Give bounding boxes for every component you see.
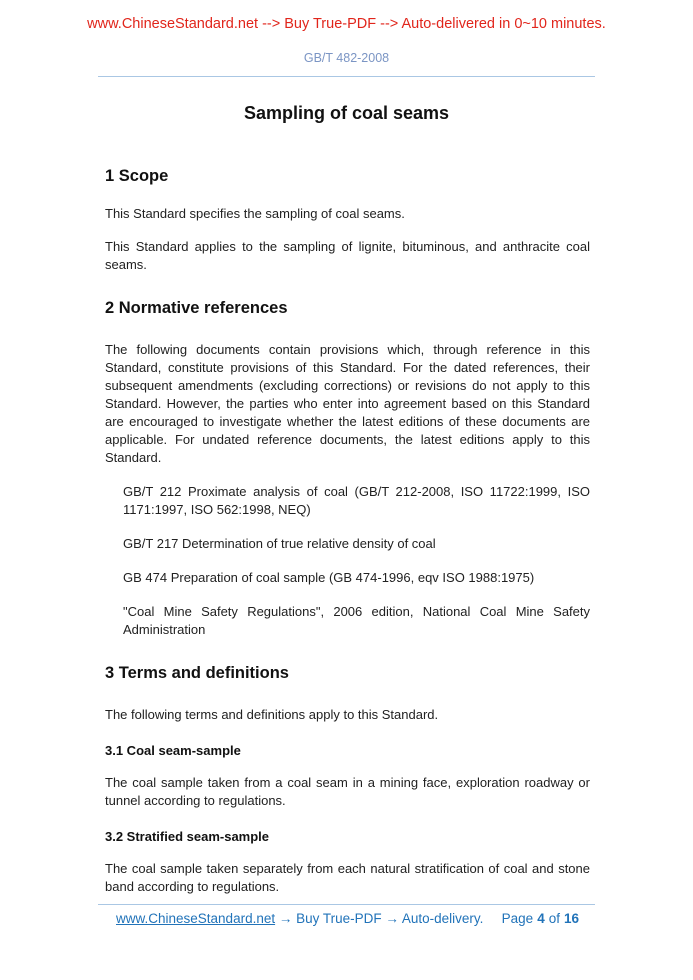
section-heading-scope: 1 Scope	[105, 167, 169, 185]
buy-pdf-banner-link[interactable]: www.ChineseStandard.net --> Buy True-PDF --> Auto-delivered in 0~10 minutes.	[87, 16, 606, 32]
reference-item: "Coal Mine Safety Regulations", 2006 edition, National Coal Mine Safety Administration	[123, 604, 590, 637]
reference-item: GB 474 Preparation of coal sample (GB 474-1996, eqv ISO 1988:1975)	[123, 570, 535, 585]
reference-item: GB/T 212 Proximate analysis of coal (GB/T 212-2008, ISO 11722:1999, ISO 1171:1997, ISO 562:1998, NEQ)	[123, 484, 590, 517]
document-body	[0, 124, 693, 896]
section-heading-terms-definitions: 3 Terms and definitions	[105, 664, 289, 682]
page-current: 4	[537, 911, 545, 926]
term-definition: The coal sample taken separately from each natural stratification of coal and stone band according to regulations.	[105, 861, 590, 894]
paragraph: This Standard applies to the sampling of lignite, bituminous, and anthracite coal seams.	[105, 239, 590, 272]
term-heading-stratified-seam-sample: 3.2 Stratified seam-sample	[105, 829, 270, 844]
section-heading-normative-references: 2 Normative references	[105, 299, 288, 317]
term-heading-coal-seam-sample: 3.1 Coal seam-sample	[105, 743, 241, 758]
footer-promo-text: → Buy True-PDF → Auto-delivery.	[275, 911, 484, 926]
term-definition: The coal sample taken from a coal seam in a mining face, exploration roadway or tunnel according to regulations.	[105, 775, 590, 808]
header-divider	[98, 76, 595, 77]
of-label: of	[548, 911, 560, 926]
reference-item: GB/T 217 Determination of true relative density of coal	[123, 536, 436, 551]
paragraph: The following terms and definitions apply to this Standard.	[105, 707, 439, 722]
footer-promo	[116, 910, 483, 927]
page-label: Page	[501, 911, 534, 926]
paragraph: This Standard specifies the sampling of coal seams.	[105, 206, 405, 221]
standard-number: GB/T 482-2008	[303, 51, 390, 65]
page-footer	[98, 904, 595, 927]
paragraph: The following documents contain provisions which, through reference in this Standard, constitute provisions of this Standard. For the dated references, their subsequent amendments (excluding corrections) or revisions do not apply to this Standard. However, the parties who enter into agreement based on this Standard are encouraged to investigate whether the latest editions of these documents are applicable. For undated reference documents, the latest editions apply to this Standard.	[105, 342, 590, 465]
page-title: Sampling of coal seams	[243, 103, 450, 123]
page-total: 16	[563, 911, 579, 926]
page-indicator	[498, 910, 579, 927]
footer-site-link[interactable]: www.ChineseStandard.net	[116, 911, 276, 926]
